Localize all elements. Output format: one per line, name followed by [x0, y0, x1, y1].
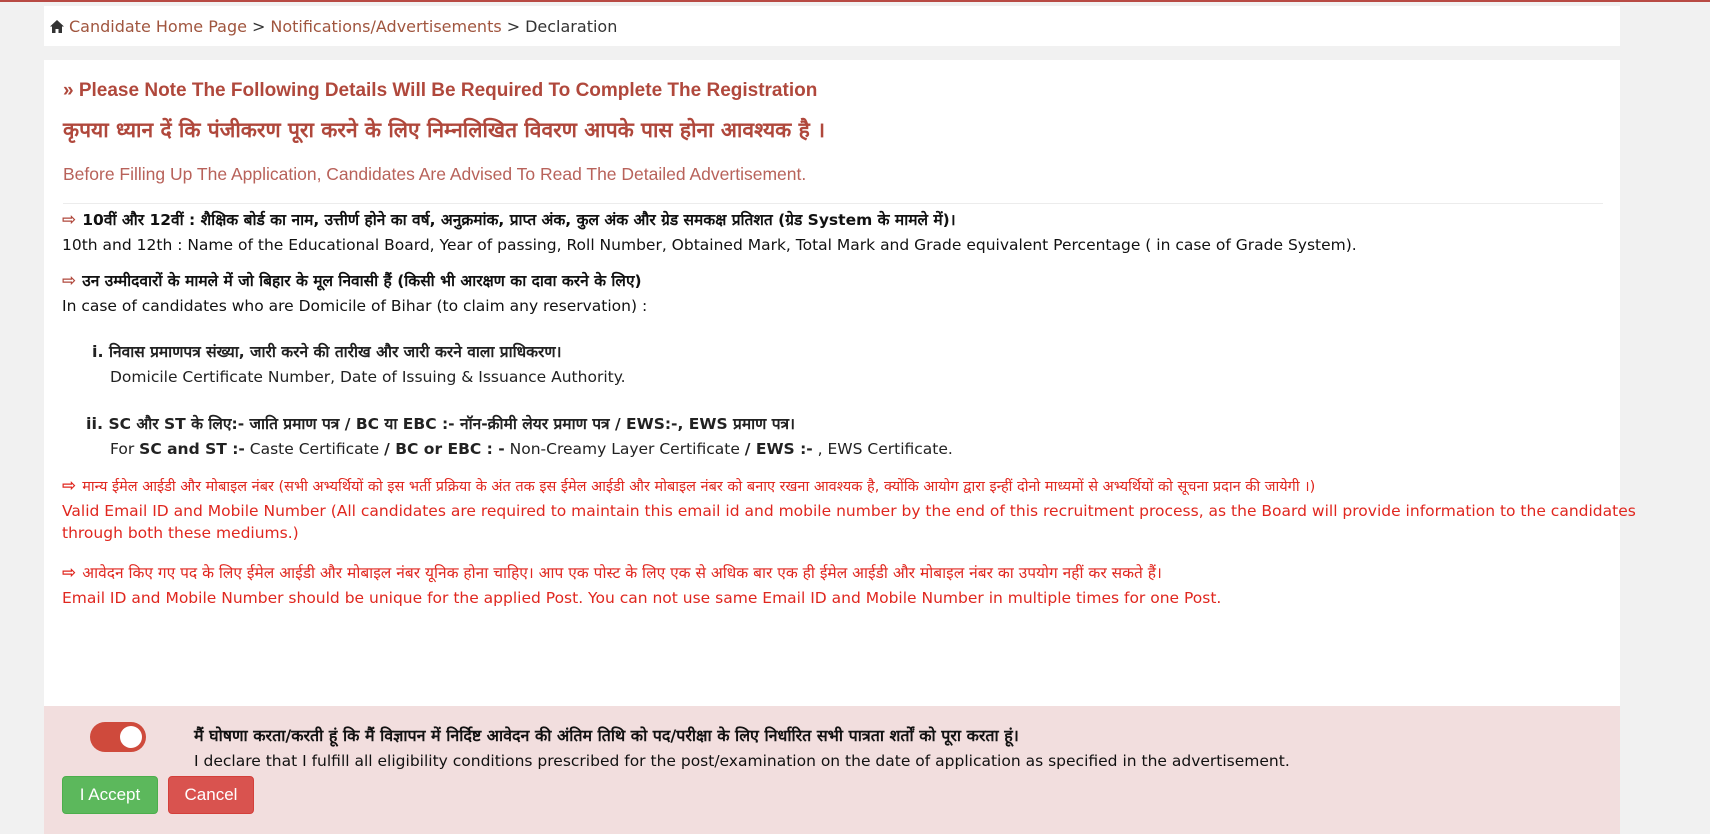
list-item-education — [62, 208, 1357, 254]
breadcrumb-home-link[interactable]: Candidate Home Page — [69, 16, 247, 36]
page-title: » Please Note The Following Details Will Be Required To Complete The Registration — [63, 80, 818, 101]
arrow-right-icon: ⇨ — [62, 271, 77, 291]
sub2-english: For SC and ST :- Caste Certificate / BC or EBC : - Non-Creamy Layer Certificate / EWS :- , EWS Certificate. — [110, 440, 953, 458]
unique-english: Email ID and Mobile Number should be unique for the applied Post. You can not use same Email ID and Mobile Number in multiple times for one Post. — [62, 589, 1222, 607]
declaration-english: I declare that I fulfill all eligibility conditions prescribed for the post/examination on the date of application as specified in the advertisement. — [194, 752, 1290, 770]
breadcrumb — [44, 6, 1620, 46]
breadcrumb-separator: > — [251, 16, 266, 36]
page-subtitle: Before Filling Up The Application, Candidates Are Advised To Read The Detailed Advertisement. — [63, 164, 807, 184]
arrow-right-icon: ⇨ — [62, 563, 77, 583]
education-hindi: 10वीं और 12वीं : शैक्षिक बोर्ड का नाम, उत्तीर्ण होने का वर्ष, अनुक्रमांक, प्राप्त अंक, कुल अंक और ग्रेड समकक्ष प्रतिशत (ग्रेड System के मामले में)। — [82, 211, 956, 229]
domicile-hindi: उन उम्मीदवारों के मामले में जो बिहार के मूल निवासी हैं (किसी भी आरक्षण का दावा करने के लिए) — [82, 272, 642, 290]
breadcrumb-separator: > — [506, 16, 521, 36]
accept-button[interactable]: I Accept — [62, 776, 158, 814]
list-item-unique — [62, 561, 1221, 607]
page-title-hindi: कृपया ध्यान दें कि पंजीकरण पूरा करने के लिए निम्नलिखित विवरण आपके पास होना आवश्यक है । — [63, 118, 826, 142]
unique-hindi: आवेदन किए गए पद के लिए ईमेल आईडी और मोबाइल नंबर यूनिक होना चाहिए। आप एक पोस्ट के लिए एक से अधिक बार एक ही ईमेल आईडी और मोबाइल नंबर का उपयोग नहीं कर सकते हैं। — [82, 564, 1162, 582]
sub-item-domicile-certificate — [92, 340, 626, 386]
sub-item-number: i. — [92, 342, 104, 361]
sub1-hindi: निवास प्रमाणपत्र संख्या, जारी करने की तारीख और जारी करने वाला प्राधिकरण। — [108, 343, 562, 361]
declaration-toggle[interactable] — [90, 722, 146, 752]
toggle-knob — [120, 726, 142, 748]
declaration-hindi: मैं घोषणा करता/करती हूं कि मैं विज्ञापन में निर्दिष्ट आवेदन की अंतिम तिथि को पद/परीक्षा के लिए निर्धारित सभी पात्रता शर्तों को पूरा करता हूं। — [194, 726, 1019, 745]
email-hindi: मान्य ईमेल आईडी और मोबाइल नंबर (सभी अभ्यर्थियों को इस भर्ती प्रक्रिया के अंत तक इस ईमेल आईडी और मोबाइल नंबर को बनाए रखना आवश्यक है, क्योंकि आयोग द्वारा इन्हीं दोनो माध्यमों से अभ्यर्थियों को सूचना प्रदान की जायेगी ।) — [82, 479, 1316, 495]
list-item-domicile — [62, 269, 647, 315]
email-english-line2: through both these mediums.) — [62, 524, 299, 542]
cancel-button[interactable]: Cancel — [168, 776, 254, 814]
sub2-hindi: SC और ST के लिए:- जाति प्रमाण पत्र / BC या EBC :- नॉन-क्रीमी लेयर प्रमाण पत्र / EWS:-, EWS प्रमाण पत्र। — [108, 415, 795, 433]
sub-item-number: ii. — [86, 414, 104, 433]
breadcrumb-notifications-link[interactable]: Notifications/Advertisements — [270, 16, 502, 36]
list-item-email-mobile — [62, 476, 1636, 542]
domicile-english: In case of candidates who are Domicile of Bihar (to claim any reservation) : — [62, 297, 648, 315]
home-icon — [50, 20, 64, 33]
arrow-right-icon: ⇨ — [62, 476, 77, 496]
declaration-card — [44, 60, 1636, 834]
email-english-line1: Valid Email ID and Mobile Number (All candidates are required to maintain this email id and mobile number by the end of this recruitment process, as the Board will provide information to the candidates — [62, 502, 1636, 520]
breadcrumb-current: Declaration — [525, 16, 618, 36]
education-english: 10th and 12th : Name of the Educational Board, Year of passing, Roll Number, Obtained Mark, Total Mark and Grade equivalent Percentage ( in case of Grade System). — [62, 236, 1357, 254]
sub1-english: Domicile Certificate Number, Date of Issuing & Issuance Authority. — [110, 368, 626, 386]
divider — [63, 203, 1603, 204]
sub-item-category-certificate — [86, 412, 953, 458]
arrow-right-icon: ⇨ — [62, 210, 77, 230]
declaration-panel — [44, 706, 1620, 834]
